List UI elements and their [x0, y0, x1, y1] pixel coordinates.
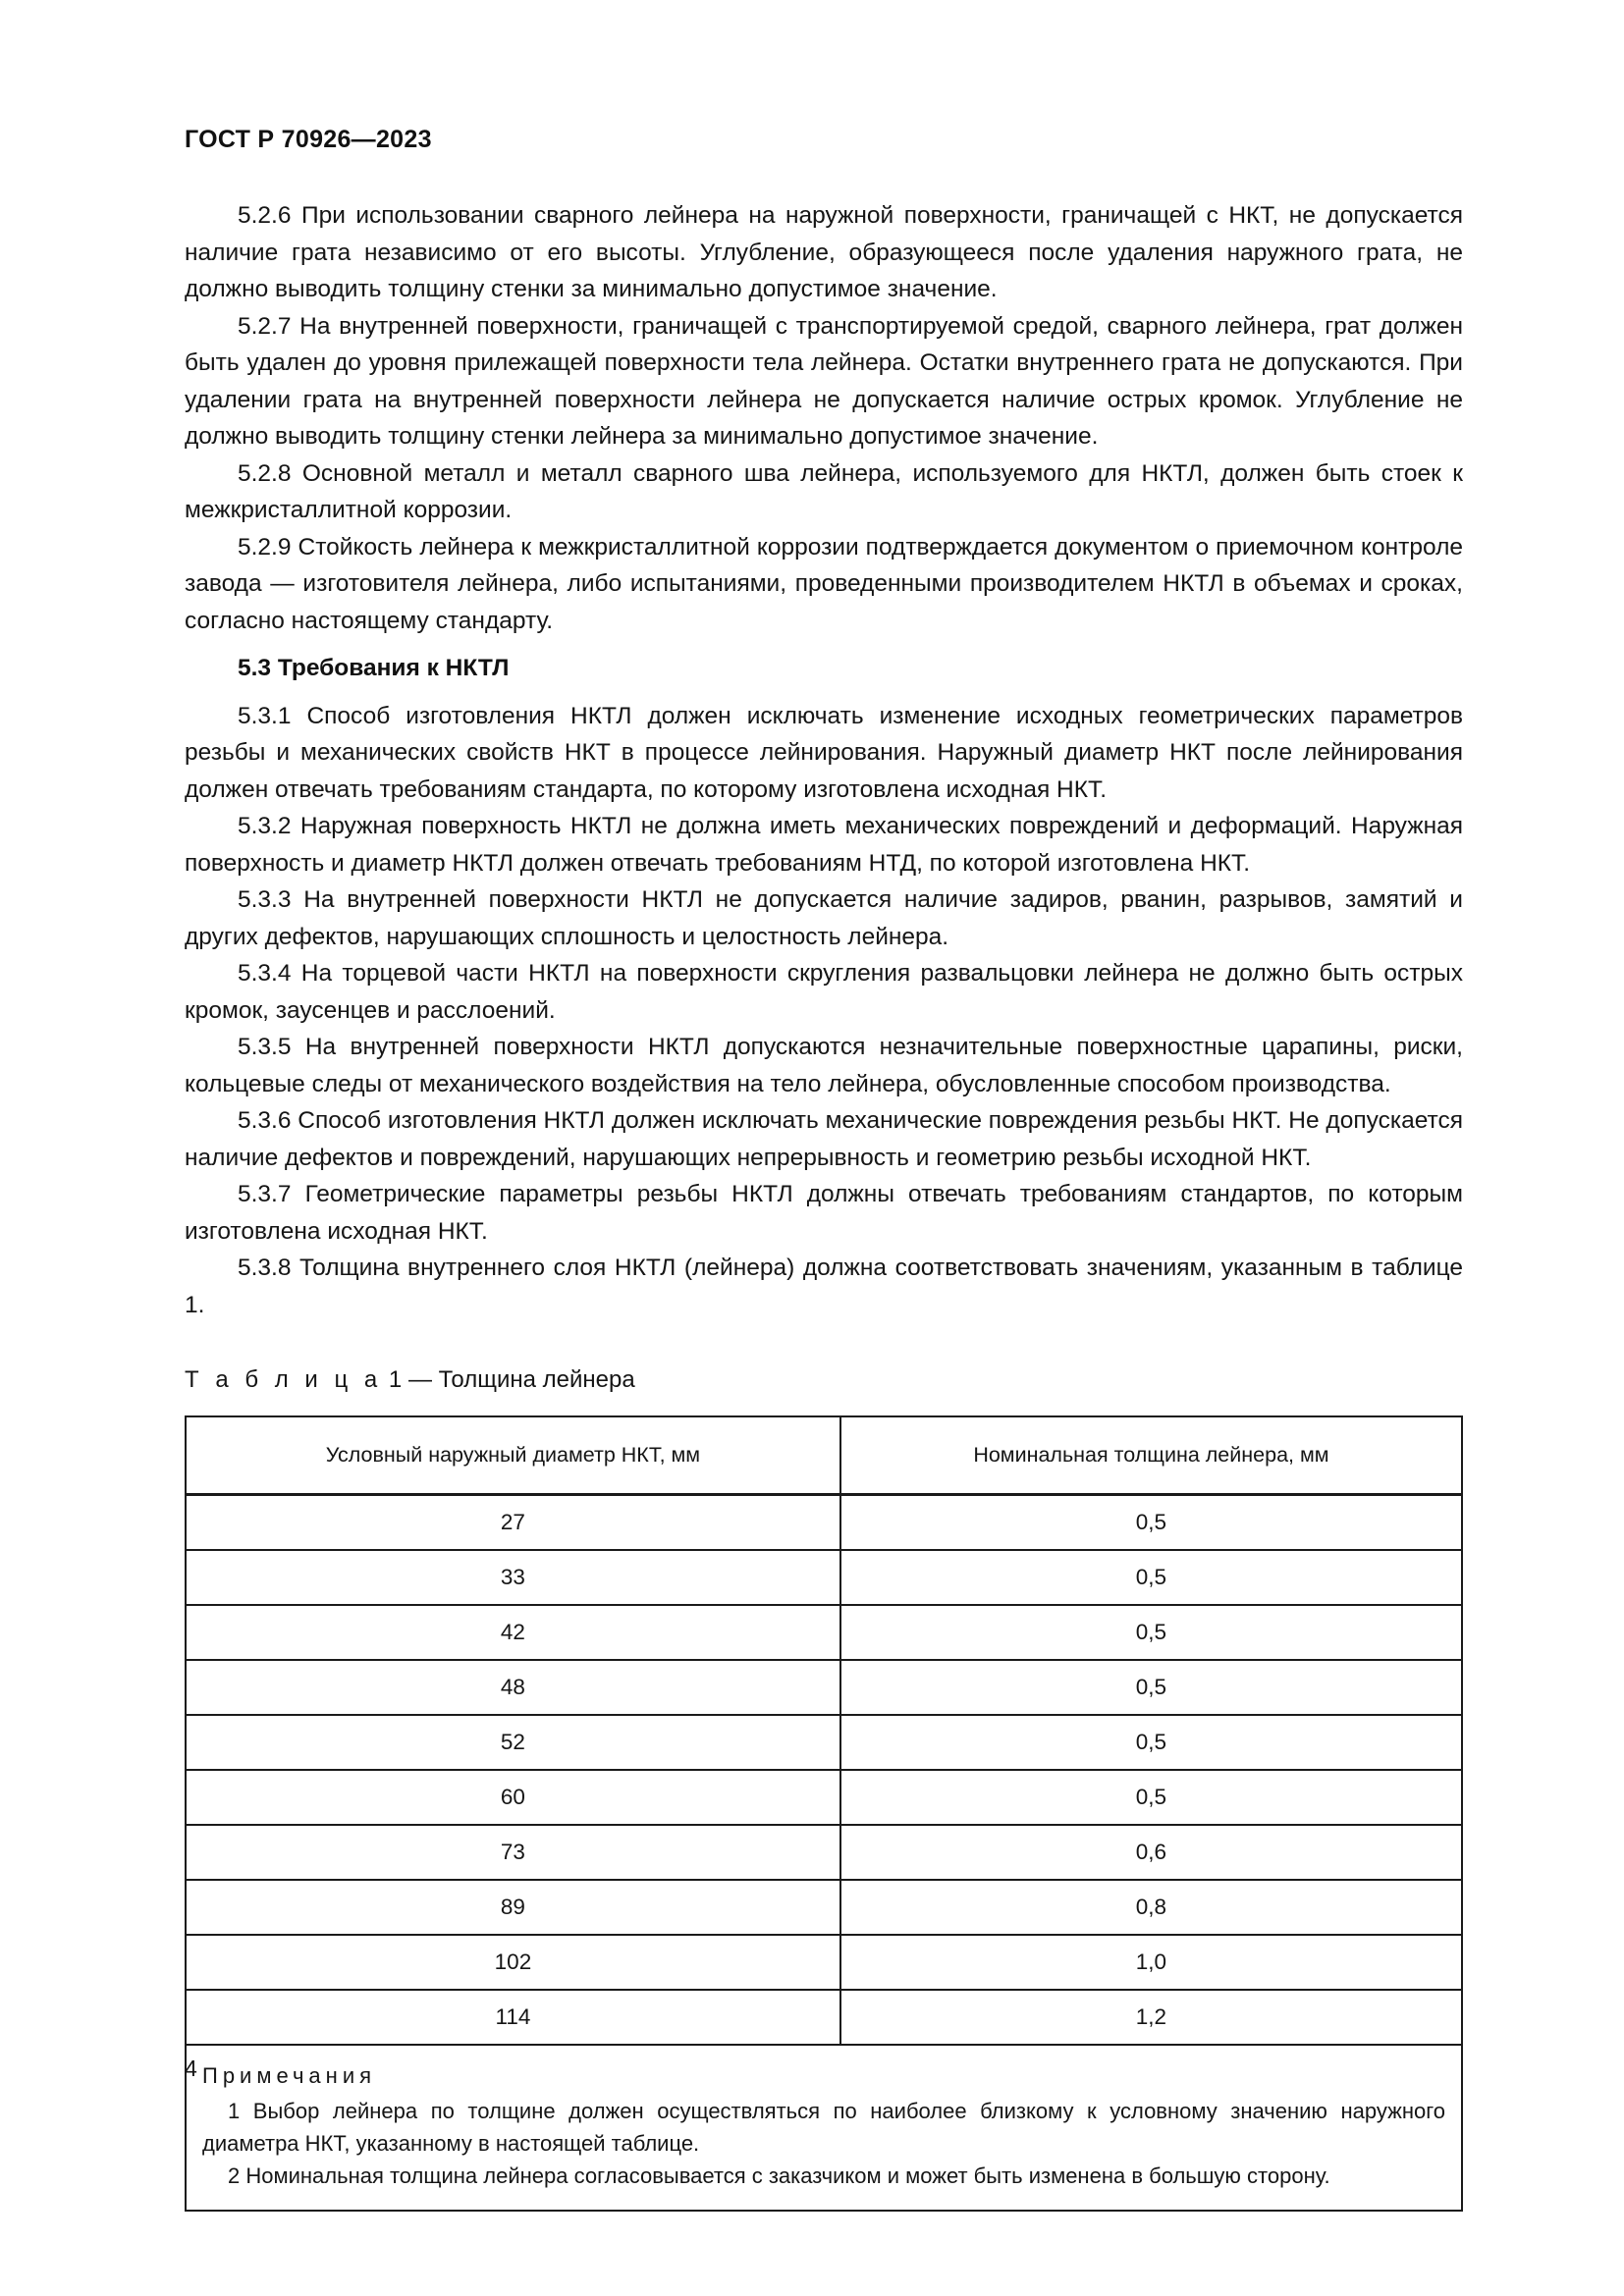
table-row: [186, 1990, 1462, 2045]
cell-outer-diameter: 102: [186, 1935, 840, 1990]
table-body: [186, 1495, 1462, 2212]
table-notes-cell: [186, 2045, 1462, 2211]
cell-liner-thickness: 0,8: [840, 1880, 1462, 1935]
table-row: [186, 1825, 1462, 1880]
paragraph-5-2-7: 5.2.7 На внутренней поверхности, граничащей с транспортируемой средой, сварного лейнера, грат должен быть удален до уровня прилежащей поверхности тела лейнера. Остатки внутреннего грата не допускаются. При удалении грата на внутренней поверхности лейнера не допускается наличие острых кромок. Углубление не должно выводить толщину стенки лейнера за минимально допустимое значение.: [185, 312, 1463, 450]
paragraph-5-3-5: 5.3.5 На внутренней поверхности НКТЛ допускаются незначительные поверхностные царапины, риски, кольцевые следы от механического воздействия на тело лейнера, обусловленные способом производства.: [185, 1034, 1463, 1097]
paragraph-5-3-6: 5.3.6 Способ изготовления НКТЛ должен исключать механические повреждения резьбы НКТ. Не допускается наличие дефектов и повреждений, нарушающих непрерывность и геометрию резьбы исходной НКТ.: [185, 1107, 1463, 1171]
cell-liner-thickness: 0,6: [840, 1825, 1462, 1880]
cell-outer-diameter: 114: [186, 1990, 840, 2045]
cell-outer-diameter: 60: [186, 1770, 840, 1825]
paragraph-5-3-4: 5.3.4 На торцевой части НКТЛ на поверхности скругления развальцовки лейнера не должно быть острых кромок, заусенцев и расслоений.: [185, 960, 1463, 1024]
table-row: [186, 1880, 1462, 1935]
paragraph-5-3-8: 5.3.8 Толщина внутреннего слоя НКТЛ (лейнера) должна соответствовать значениям, указанным в таблице 1.: [185, 1255, 1463, 1318]
table-row: [186, 1660, 1462, 1715]
paragraph-5-3-7: 5.3.7 Геометрические параметры резьбы НКТЛ должны отвечать требованиям стандартов, по которым изготовлена исходная НКТ.: [185, 1181, 1463, 1245]
section-heading-5-3: 5.3 Требования к НКТЛ: [238, 655, 510, 681]
page-number: 4: [185, 2056, 197, 2081]
table-header-row: [186, 1416, 1462, 1495]
liner-thickness-table: [185, 1415, 1463, 2212]
table-caption-text: 1 — Толщина лейнера: [382, 1366, 635, 1393]
cell-outer-diameter: 89: [186, 1880, 840, 1935]
cell-liner-thickness: 1,2: [840, 1990, 1462, 2045]
note-item-2: 2 Номинальная толщина лейнера согласовывается с заказчиком и может быть изменена в большую сторону.: [228, 2163, 1330, 2188]
paragraph-block-52: [185, 197, 1463, 639]
table-row: [186, 1550, 1462, 1605]
table-caption-label: Т а б л и ц а: [185, 1366, 383, 1393]
cell-liner-thickness: 0,5: [840, 1605, 1462, 1660]
paragraph-5-2-6: 5.2.6 При использовании сварного лейнера на наружной поверхности, граничащей с НКТ, не допускается наличие грата независимо от его высоты. Углубление, образующееся после удаления наружного грата, не должно выводить толщину стенки за минимально допустимое значение.: [185, 202, 1463, 302]
page-content: [185, 126, 1463, 2212]
note-item-1: 1 Выбор лейнера по толщине должен осуществляться по наиболее близкому к условному значению наружного диаметра НКТ, указанному в настоящей таблице.: [202, 2099, 1445, 2156]
paragraph-5-3-3: 5.3.3 На внутренней поверхности НКТЛ не допускается наличие задиров, рванин, разрывов, замятий и других дефектов, нарушающих сплошность и целостность лейнера.: [185, 886, 1463, 950]
cell-liner-thickness: 1,0: [840, 1935, 1462, 1990]
paragraph-5-3-2: 5.3.2 Наружная поверхность НКТЛ не должна иметь механических повреждений и деформаций. Наружная поверхность и диаметр НКТЛ должен отвечать требованиям НТД, по которой изготовлена НКТ.: [185, 813, 1463, 877]
table-row: [186, 1605, 1462, 1660]
paragraph-block-53: [185, 698, 1463, 1324]
cell-outer-diameter: 33: [186, 1550, 840, 1605]
table-row: [186, 1935, 1462, 1990]
cell-liner-thickness: 0,5: [840, 1770, 1462, 1825]
table-row: [186, 1770, 1462, 1825]
table-notes-row: [186, 2045, 1462, 2211]
notes-title: Примечания: [202, 2063, 377, 2088]
cell-outer-diameter: 48: [186, 1660, 840, 1715]
column-header-outer-diameter: Условный наружный диаметр НКТ, мм: [186, 1416, 840, 1495]
table-head: [186, 1416, 1462, 1495]
cell-outer-diameter: 52: [186, 1715, 840, 1770]
table-caption: [185, 1362, 1463, 1398]
paragraph-5-2-9: 5.2.9 Стойкость лейнера к межкристаллитной коррозии подтверждается документом о приемочном контроле завода — изготовителя лейнера, либо испытаниями, проведенными производителем НКТЛ в объемах и сроках, согласно настоящему стандарту.: [185, 533, 1463, 634]
standard-header: ГОСТ Р 70926—2023: [185, 126, 432, 153]
cell-liner-thickness: 0,5: [840, 1660, 1462, 1715]
cell-liner-thickness: 0,5: [840, 1550, 1462, 1605]
cell-outer-diameter: 42: [186, 1605, 840, 1660]
column-header-liner-thickness: Номинальная толщина лейнера, мм: [840, 1416, 1462, 1495]
cell-outer-diameter: 27: [186, 1495, 840, 1551]
table-row: [186, 1495, 1462, 1551]
cell-outer-diameter: 73: [186, 1825, 840, 1880]
cell-liner-thickness: 0,5: [840, 1715, 1462, 1770]
table-row: [186, 1715, 1462, 1770]
paragraph-5-3-1: 5.3.1 Способ изготовления НКТЛ должен исключать изменение исходных геометрических параметров резьбы и механических свойств НКТ в процессе лейнирования. Наружный диаметр НКТ после лейнирования должен отвечать требованиям стандарта, по которому изготовлена исходная НКТ.: [185, 702, 1463, 803]
cell-liner-thickness: 0,5: [840, 1495, 1462, 1551]
paragraph-5-2-8: 5.2.8 Основной металл и металл сварного шва лейнера, используемого для НКТЛ, должен быть стоек к межкристаллитной коррозии.: [185, 459, 1463, 523]
